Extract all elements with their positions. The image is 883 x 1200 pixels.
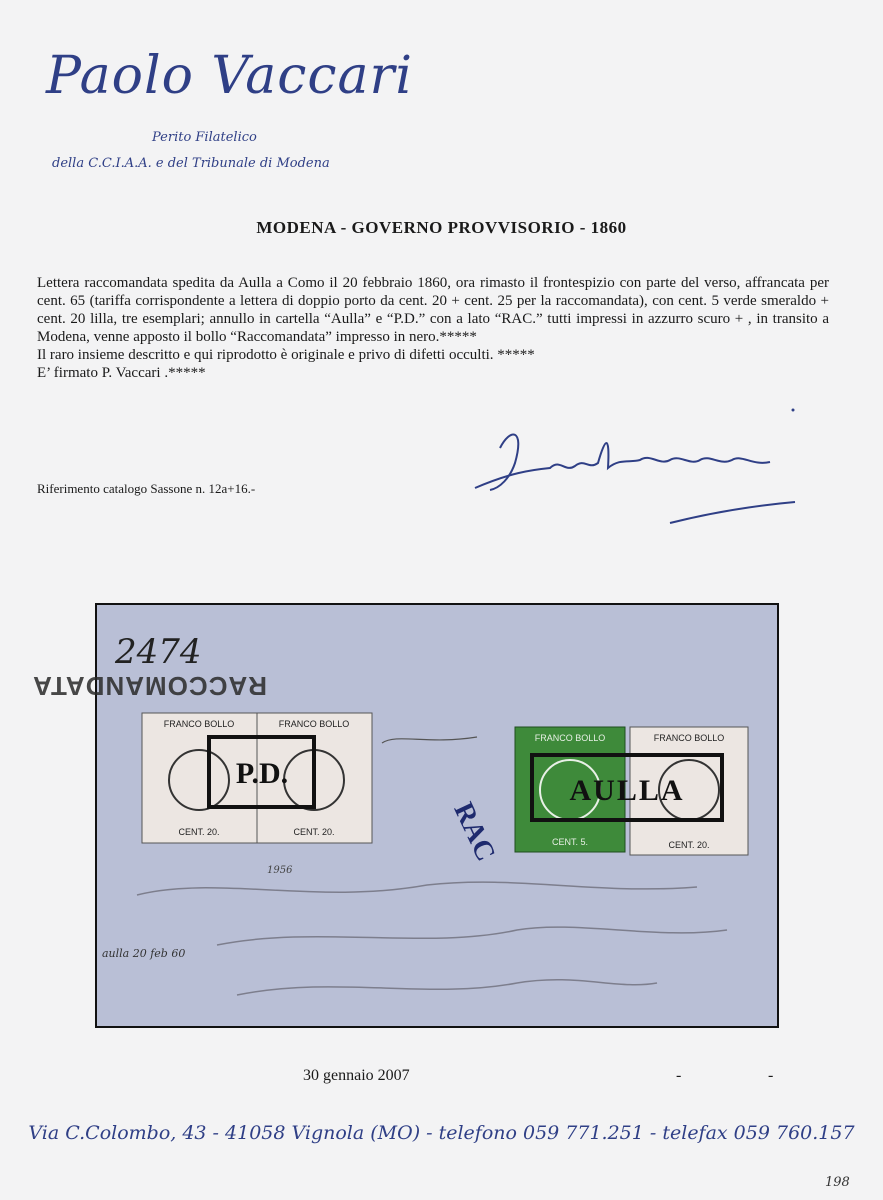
- stamp-value-label: CENT. 5.: [551, 837, 589, 847]
- raccomandata-mark: RACCOMANDATA: [32, 671, 267, 701]
- page-number: 198: [825, 1175, 850, 1190]
- rac-mark: RAC: [447, 797, 502, 866]
- description-text: Lettera raccomandata spedita da Aulla a Como il 20 febbraio 1860, ora rimasto il frontespizio con parte del verso, affrancata per cent. 65 (tariffa corrispondente a lettera di doppio porto da cent. 20 + cent. 25 per la raccomandata), con cent. 5 verde smeraldo + cent. 20 lilla, tre esemplari; annullo in cartella “Aulla” e “P.D.” con a lato “RAC.” tutti impressi in azzurro scuro + , in transito a Modena, venne apposto il bollo “Raccomandata” impresso in nero.*****: [37, 275, 829, 345]
- stamp-top-label: FRANCO BOLLO: [534, 733, 606, 743]
- aulla-mark: AULLA: [569, 774, 685, 807]
- handwritten-signature: [470, 418, 800, 533]
- stamp-top-label: FRANCO BOLLO: [163, 719, 235, 729]
- pencil-year: 1956: [267, 865, 293, 876]
- pencil-aulla-note: aulla 20 feb 60: [102, 947, 186, 960]
- brand-name: Paolo Vaccari: [46, 46, 413, 106]
- certificate-description-block: [37, 274, 829, 382]
- pd-mark: P.D.: [235, 757, 289, 790]
- brand-subtitle-2: della C.C.I.A.A. e del Tribunale di Modena: [52, 156, 330, 171]
- footer-address: Via C.Colombo, 43 - 41058 Vignola (MO) - telefono 059 771.251 - telefax 059 760.157: [28, 1122, 855, 1144]
- dash-mark: -: [676, 1067, 682, 1084]
- pencil-number: 2474: [115, 632, 202, 672]
- brand-subtitle-1: Perito Filatelico: [152, 130, 257, 145]
- certificate-date: 30 gennaio 2007: [303, 1067, 410, 1084]
- stamp-value-label: CENT. 20.: [293, 827, 335, 837]
- signed-statement: E’ firmato P. Vaccari .*****: [37, 365, 206, 381]
- dash-mark: -: [768, 1067, 774, 1084]
- catalog-reference: Riferimento catalogo Sassone n. 12a+16.-: [37, 481, 256, 496]
- stamp-top-label: FRANCO BOLLO: [653, 733, 725, 743]
- stamp-value-label: CENT. 20.: [178, 827, 220, 837]
- cover-photo: [32, 603, 779, 1028]
- authenticity-statement: Il raro insieme descritto e qui riprodotto è originale e privo di difetti occulti. *****: [37, 347, 535, 363]
- stamp-value-label: CENT. 20.: [668, 840, 710, 850]
- stamp-top-label: FRANCO BOLLO: [278, 719, 350, 729]
- certificate-title: MODENA - GOVERNO PROVVISORIO - 1860: [256, 218, 627, 237]
